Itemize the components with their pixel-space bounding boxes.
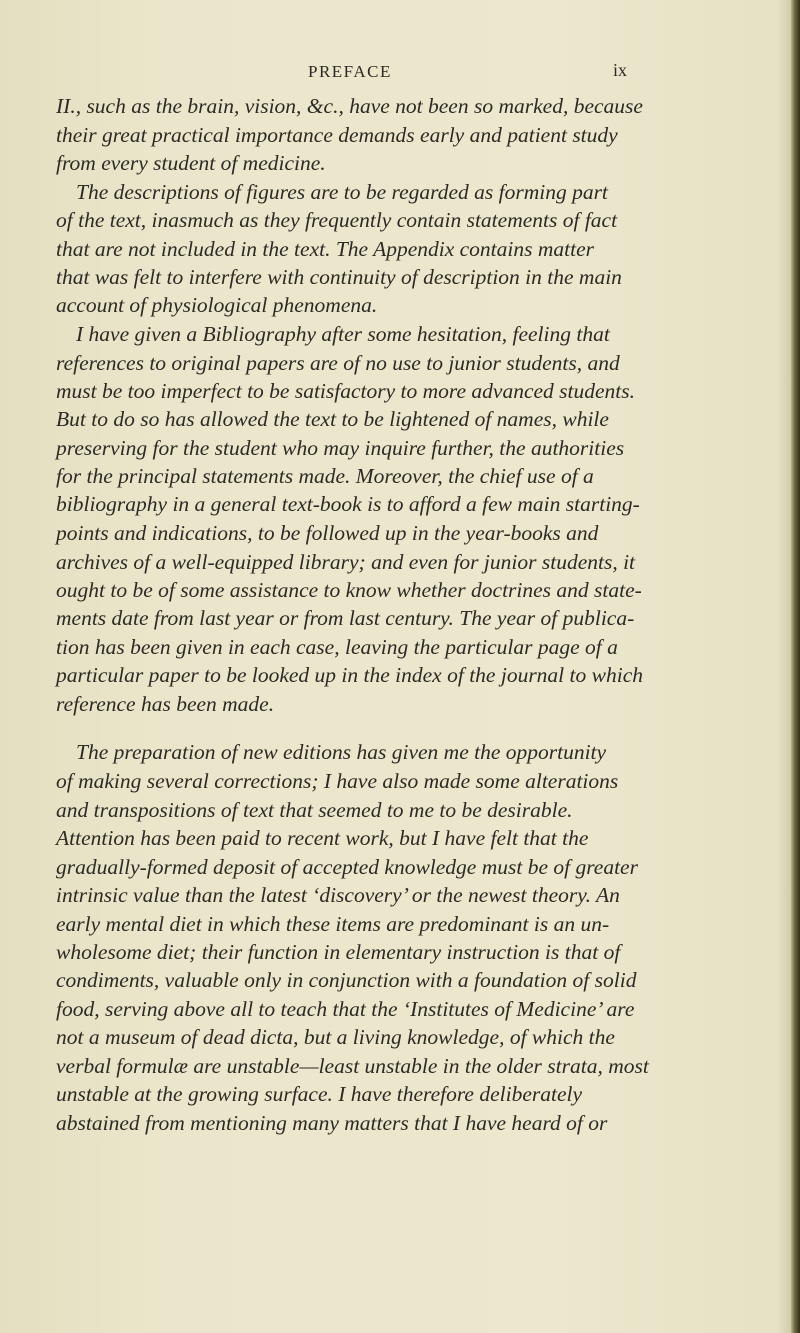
text-line: that was felt to interfere with continuity of description in the main xyxy=(56,265,622,289)
text-line: II., such as the brain, vision, &c., have not been so marked, because xyxy=(56,94,643,118)
text-line: reference has been made. xyxy=(56,692,275,716)
text-line: points and indications, to be followed up in the year-books and xyxy=(56,521,599,545)
text-line: preserving for the student who may inquire further, the authorities xyxy=(56,436,625,460)
text-line: The descriptions of figures are to be regarded as forming part xyxy=(76,180,608,204)
text-line: of making several corrections; I have also made some alterations xyxy=(56,769,619,793)
text-line: account of physiological phenomena. xyxy=(56,293,378,317)
text-line: Attention has been paid to recent work, but I have felt that the xyxy=(56,826,589,850)
page-edge-shadow xyxy=(777,0,791,1333)
text-line: tion has been given in each case, leaving the particular page of a xyxy=(56,635,618,659)
running-head: PREFACE xyxy=(308,62,392,81)
text-line: bibliography in a general text-book is to afford a few main starting- xyxy=(56,492,640,516)
text-line: from every student of medicine. xyxy=(56,151,326,175)
text-line: intrinsic value than the latest ‘discovery’ or the newest theory. An xyxy=(56,883,620,907)
text-line: ought to be of some assistance to know whether doctrines and state- xyxy=(56,578,642,602)
text-line: not a museum of dead dicta, but a living knowledge, of which the xyxy=(56,1025,615,1049)
text-line: their great practical importance demands early and patient study xyxy=(56,123,618,147)
text-line: and transpositions of text that seemed to me to be desirable. xyxy=(56,798,573,822)
text-line: But to do so has allowed the text to be lightened of names, while xyxy=(56,407,609,431)
page-edge xyxy=(791,0,800,1333)
text-line: references to original papers are of no use to junior students, and xyxy=(56,351,620,375)
page-header xyxy=(0,62,800,86)
text-line: unstable at the growing surface. I have therefore deliberately xyxy=(56,1082,583,1106)
text-line: condiments, valuable only in conjunction with a foundation of solid xyxy=(56,968,637,992)
text-line: wholesome diet; their function in elementary instruction is that of xyxy=(56,940,621,964)
text-line: particular paper to be looked up in the index of the journal to which xyxy=(56,663,643,687)
text-line: gradually-formed deposit of accepted knowledge must be of greater xyxy=(56,855,638,879)
text-line: abstained from mentioning many matters that I have heard of or xyxy=(56,1111,608,1135)
text-line: The preparation of new editions has given me the opportunity xyxy=(76,740,607,764)
text-line: ments date from last year or from last century. The year of publica- xyxy=(56,606,635,630)
text-line: I have given a Bibliography after some hesitation, feeling that xyxy=(76,322,610,346)
text-line: that are not included in the text. The Appendix contains matter xyxy=(56,237,595,261)
text-line: for the principal statements made. Moreover, the chief use of a xyxy=(56,464,594,488)
text-line: food, serving above all to teach that the ‘Institutes of Medicine’ are xyxy=(56,997,635,1021)
text-line: must be too imperfect to be satisfactory to more advanced students. xyxy=(56,379,636,403)
page-number: ix xyxy=(613,60,628,80)
text-line: archives of a well-equipped library; and even for junior students, it xyxy=(56,550,636,574)
text-line: early mental diet in which these items are predominant is an un- xyxy=(56,912,610,936)
text-line: of the text, inasmuch as they frequently contain statements of fact xyxy=(56,208,618,232)
text-line: verbal formulæ are unstable—least unstable in the older strata, most xyxy=(56,1054,649,1078)
